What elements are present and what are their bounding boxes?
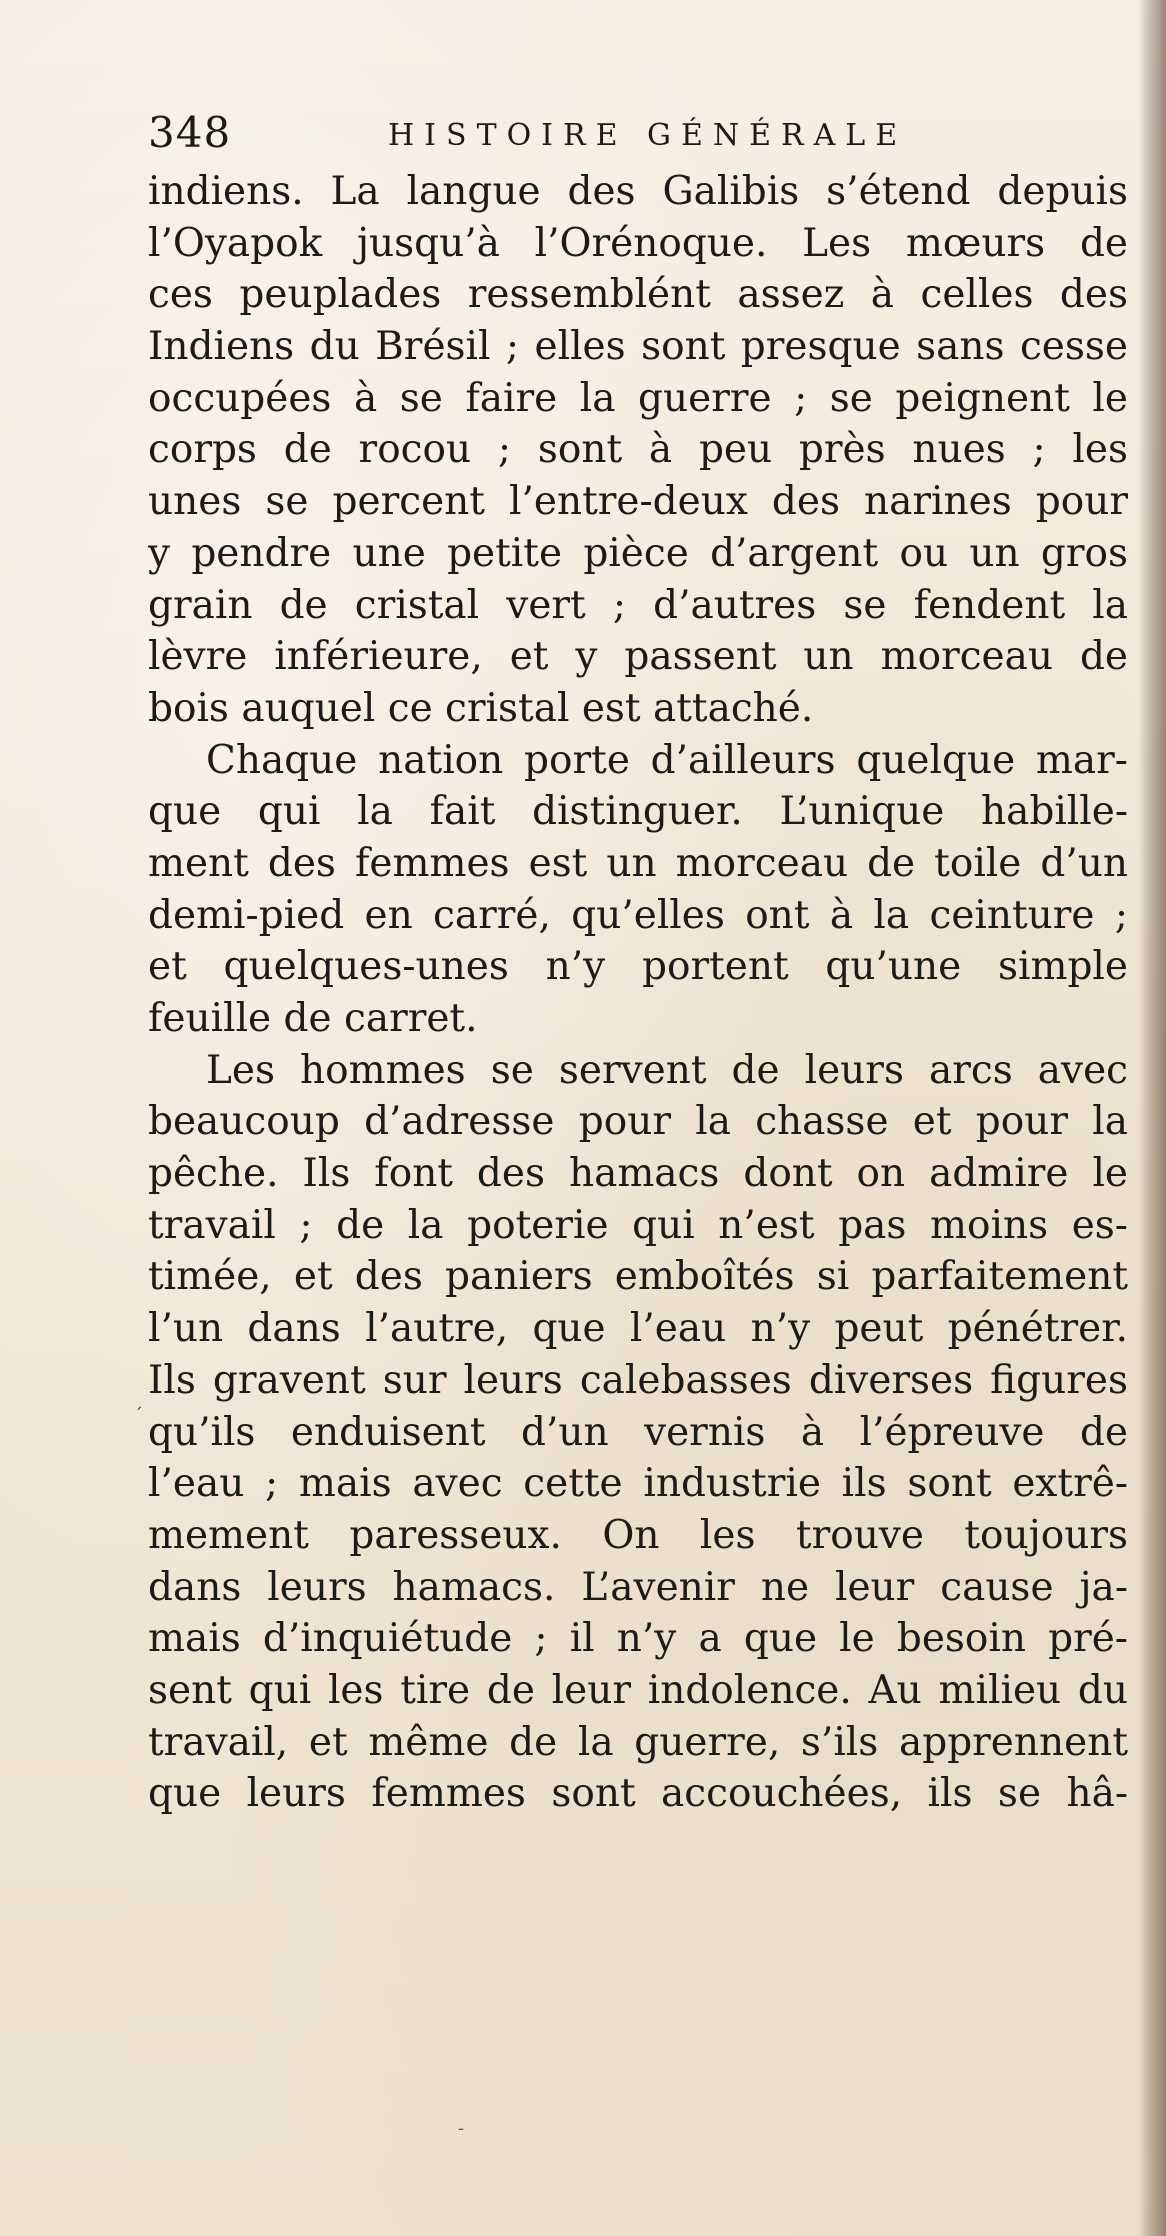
text-line: beaucoup d’adresse pour la chasse et pour la bbox=[148, 1099, 1128, 1145]
text-line: l’un dans l’autre, que l’eau n’y peut pénétrer. bbox=[148, 1306, 1128, 1352]
text-line: demi-pied en carré, qu’elles ont à la ceinture ; bbox=[148, 892, 1128, 938]
text-line: travail ; de la poterie qui n’est pas moins es- bbox=[148, 1202, 1128, 1248]
text-line: mais d’inquiétude ; il n’y a que le besoin pré- bbox=[148, 1616, 1128, 1662]
running-title: HISTOIRE GÉNÉRALE bbox=[388, 118, 908, 153]
text-line: et quelques-unes n’y portent qu’une simple bbox=[148, 944, 1128, 990]
text-line: travail, et même de la guerre, s’ils apprennent bbox=[148, 1719, 1128, 1765]
body-text bbox=[148, 166, 1128, 1820]
text-line: ces peuplades ressemblént assez à celles des bbox=[148, 272, 1128, 318]
paragraph-start-line: Chaque nation porte d’ailleurs quelque mar- bbox=[206, 737, 1128, 783]
text-line: grain de cristal vert ; d’autres se fendent la bbox=[148, 582, 1128, 628]
text-line: pêche. Ils font des hamacs dont on admire le bbox=[148, 1151, 1128, 1197]
text-line: l’Oyapok jusqu’à l’Orénoque. Les mœurs de bbox=[148, 220, 1128, 266]
stray-mark: - bbox=[458, 2118, 465, 2139]
text-line: lèvre inférieure, et y passent un morceau de bbox=[148, 634, 1128, 680]
text-line: qu’ils enduisent d’un vernis à l’épreuve de bbox=[148, 1409, 1128, 1455]
text-line: unes se percent l’entre-deux des narines pour bbox=[148, 479, 1128, 525]
page-edge-shadow bbox=[1138, 0, 1166, 2236]
text-line: corps de rocou ; sont à peu près nues ; les bbox=[148, 427, 1128, 473]
text-line: ment des femmes est un morceau de toile d’un bbox=[148, 840, 1128, 886]
text-line: l’eau ; mais avec cette industrie ils sont extrê- bbox=[148, 1461, 1128, 1507]
text-line: timée, et des paniers emboîtés si parfaitement bbox=[148, 1254, 1128, 1300]
paragraph-end-line: feuille de carret. bbox=[148, 996, 478, 1041]
paragraph-end-line: bois auquel ce cristal est attaché. bbox=[148, 685, 814, 731]
text-line: Indiens du Brésil ; elles sont presque sans cesse bbox=[148, 324, 1128, 370]
margin-mark: ´ bbox=[134, 1405, 143, 1426]
text-line: mement paresseux. On les trouve toujours bbox=[148, 1512, 1128, 1558]
text-line: que qui la fait distinguer. L’unique habille- bbox=[148, 789, 1128, 835]
text-line: que leurs femmes sont accouchées, ils se hâ- bbox=[148, 1771, 1128, 1817]
page-header bbox=[148, 108, 1028, 168]
paragraph-start-line: Les hommes se servent de leurs arcs avec bbox=[206, 1047, 1128, 1093]
text-line: dans leurs hamacs. L’avenir ne leur cause ja- bbox=[148, 1564, 1128, 1610]
text-line: indiens. La langue des Galibis s’étend depuis bbox=[148, 169, 1128, 214]
text-line: sent qui les tire de leur indolence. Au milieu du bbox=[148, 1667, 1128, 1713]
text-line: y pendre une petite pièce d’argent ou un gros bbox=[148, 530, 1128, 576]
text-line: occupées à se faire la guerre ; se peignent le bbox=[148, 375, 1128, 421]
page-number: 348 bbox=[148, 108, 232, 157]
text-line: Ils gravent sur leurs calebasses diverses figures bbox=[148, 1357, 1128, 1403]
